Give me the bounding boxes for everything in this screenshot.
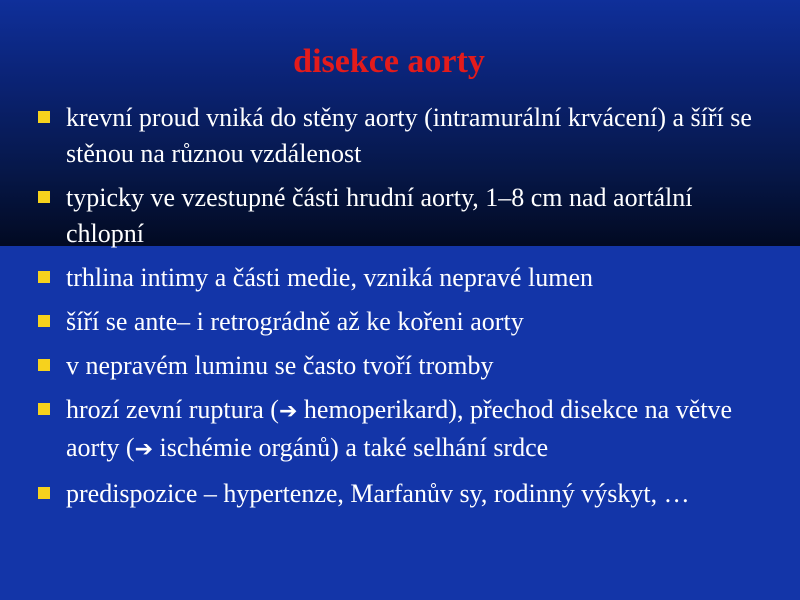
right-arrow-icon: ➔ <box>134 437 154 462</box>
yellow-square-bullet-icon <box>38 191 50 203</box>
list-item <box>0 476 800 512</box>
list-item <box>0 100 800 172</box>
yellow-square-bullet-icon <box>38 315 50 327</box>
yellow-square-bullet-icon <box>38 359 50 371</box>
list-item <box>0 392 800 468</box>
yellow-square-bullet-icon <box>38 487 50 499</box>
slide-title: disekce aorty <box>293 43 485 80</box>
right-arrow-icon: ➔ <box>278 399 298 424</box>
yellow-square-bullet-icon <box>38 111 50 123</box>
bullet-text: predispozice – hypertenze, Marfanův sy, rodinný výskyt, … <box>66 479 690 508</box>
bullet-text-part-1: hrozí zevní ruptura ( <box>66 395 279 424</box>
bullet-text-part-2: hemoperikard), přechod disekce na větve aorty ( <box>66 395 732 462</box>
bullet-text-part-3: ischémie orgánů) a také selhání srdce <box>153 433 549 462</box>
bullet-text: šíří se ante– i retrográdně až ke kořeni aorty <box>66 307 524 336</box>
list-item <box>0 180 800 252</box>
yellow-square-bullet-icon <box>38 271 50 283</box>
list-item <box>0 260 800 296</box>
bullet-text: trhlina intimy a části medie, vzniká nepravé lumen <box>66 263 594 292</box>
bullet-text: typicky ve vzestupné části hrudní aorty, 1–8 cm nad aortální chlopní <box>66 183 693 248</box>
yellow-square-bullet-icon <box>38 403 50 415</box>
list-item <box>0 348 800 384</box>
list-item <box>0 304 800 340</box>
bullet-text: krevní proud vniká do stěny aorty (intramurální krvácení) a šíří se stěnou na různou vzdálenost <box>66 103 752 168</box>
bullet-text: v nepravém luminu se často tvoří tromby <box>66 351 494 380</box>
bullet-list <box>0 100 800 520</box>
